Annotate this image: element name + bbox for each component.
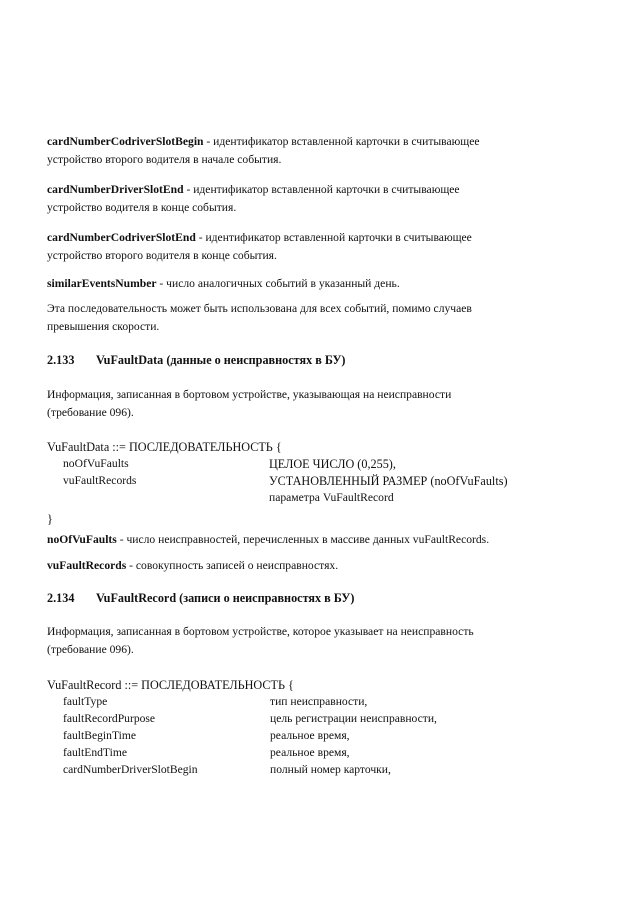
definition-vu-fault-records [47,557,607,575]
definition-card-number-codriver-slot-begin [47,133,607,169]
section-number: 2.133 [47,353,75,367]
definition-text: - идентификатор вставленной карточки в считывающее [195,231,472,244]
field-name: faultType [63,695,108,708]
closing-brace: } [47,512,53,526]
definition-text: - идентификатор вставленной карточки в считывающее [203,135,480,148]
definition-similar-events-number [47,275,607,293]
field-type: УСТАНОВЛЕННЫЙ РАЗМЕР (noOfVuFaults) [269,474,508,488]
asn1-declaration: VuFaultRecord ::= ПОСЛЕДОВАТЕЛЬНОСТЬ { [47,678,294,692]
section-title: VuFaultData (данные о неисправностях в БУ) [96,353,346,367]
definition-text: - число аналогичных событий в указанный день. [156,277,400,290]
section-heading-2-133 [47,353,345,368]
asn1-declaration: VuFaultData ::= ПОСЛЕДОВАТЕЛЬНОСТЬ { [47,440,282,454]
field-name: faultRecordPurpose [63,712,156,725]
definition-term: noOfVuFaults [47,533,117,546]
field-name: faultEndTime [63,746,127,759]
definition-card-number-driver-slot-end [47,181,607,217]
field-type: ЦЕЛОЕ ЧИСЛО (0,255), [269,457,396,471]
section-intro [47,386,607,422]
note-line: превышения скорости. [47,320,160,333]
definition-term: cardNumberDriverSlotEnd [47,183,184,196]
section-intro [47,623,607,659]
section-title: VuFaultRecord (записи о неисправностях в БУ) [96,591,355,605]
field-name: faultBeginTime [63,729,136,742]
field-type: цель регистрации неисправности, [270,712,437,725]
intro-line: (требование 096). [47,643,134,656]
definition-text: - идентификатор вставленной карточки в считывающее [183,183,460,196]
field-type: полный номер карточки, [270,763,391,776]
section-heading-2-134 [47,591,354,606]
definition-text-cont: устройство водителя в конце события. [47,201,237,214]
field-type: реальное время, [270,729,350,742]
intro-line: Информация, записанная в бортовом устройстве, указывающая на неисправности [47,388,452,401]
intro-line: Информация, записанная в бортовом устройстве, которое указывает на неисправность [47,625,474,638]
definition-text: - совокупность записей о неисправностях. [126,559,339,572]
field-type-cont: параметра VuFaultRecord [269,491,394,504]
section-number: 2.134 [47,591,75,605]
field-name: noOfVuFaults [63,457,129,470]
field-type: тип неисправности, [270,695,368,708]
note-line: Эта последовательность может быть использована для всех событий, помимо случаев [47,302,472,315]
definition-card-number-codriver-slot-end [47,229,607,265]
definition-term: cardNumberCodriverSlotEnd [47,231,196,244]
field-name: vuFaultRecords [63,474,137,487]
definition-text: - число неисправностей, перечисленных в массиве данных vuFaultRecords. [116,533,490,546]
definition-text-cont: устройство второго водителя в конце события. [47,249,277,262]
definition-no-of-vu-faults [47,531,607,549]
definition-term: similarEventsNumber [47,277,157,290]
field-name: cardNumberDriverSlotBegin [63,763,198,776]
field-type: реальное время, [270,746,350,759]
definition-text-cont: устройство второго водителя в начале события. [47,153,282,166]
definition-term: vuFaultRecords [47,559,127,572]
note-paragraph [47,300,607,336]
intro-line: (требование 096). [47,406,134,419]
definition-term: cardNumberCodriverSlotBegin [47,135,204,148]
